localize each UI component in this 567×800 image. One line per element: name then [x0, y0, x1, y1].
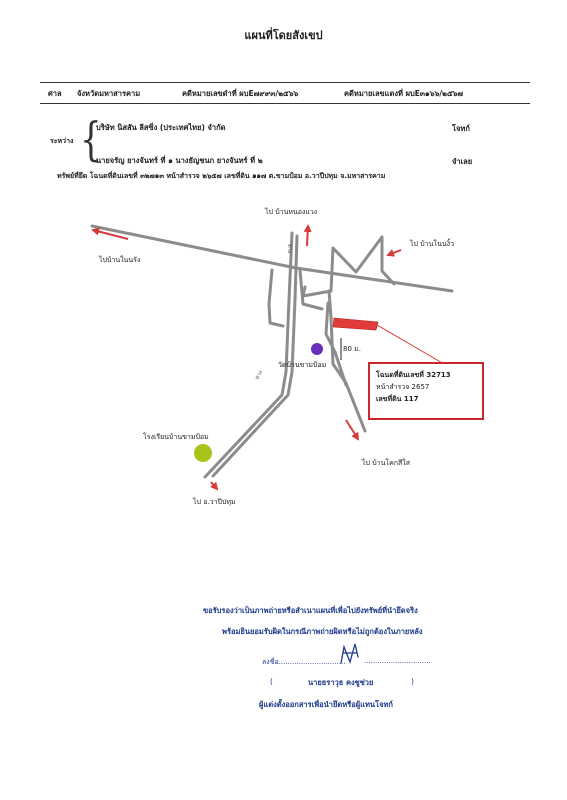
plaintiff-name: บริษัท นิสสัน ลีสซิ่ง (ประเทศไทย) จำกัด: [96, 123, 226, 132]
road-main-north-south: [205, 233, 292, 477]
brace-symbol: {: [80, 112, 102, 167]
seized-property: ทรัพย์ที่ยึด โฉนดที่ดินเลขที่ ๓๒๗๑๓ หน้าสำรวจ ๒๖๕๗ เลขที่ดิน ๑๑๗ ต.ขามป้อม อ.วาปีปทุม จ.มหาสารคาม: [57, 172, 386, 180]
school-marker: [194, 444, 212, 462]
road-east-bend: [329, 291, 365, 431]
between-label: ระหว่าง: [50, 137, 74, 145]
arrow-to-non-ngio: [388, 250, 401, 255]
land-info-box: [368, 362, 484, 420]
signer-role: ผู้แต่งตั้งออกสารเพื่อนำยึดหรือผู้แทนโจทก์: [259, 700, 393, 709]
certification-line-2: พร้อมยินยอมรับผิดในกรณีภาพถ่ายผิดหรือไม่ถูกต้องในภายหลัง: [222, 627, 423, 636]
deed-number: โฉนดที่ดินเลขที่ 32713: [376, 371, 451, 379]
survey-page: หน้าสำรวจ 2657: [376, 383, 430, 391]
defendant-name: นายจรัญ ยางจันทร์ ที่ ๑ นางธัญชนก ยางจันทร์ ที่ ๒: [96, 156, 263, 165]
label-to-nong-waeng: ไป บ้านหนองแวง: [265, 208, 318, 216]
road-northeast-loop: [303, 237, 394, 296]
road-south-label: ทาง: [254, 369, 265, 381]
signature-trail: ..............................: [364, 657, 431, 665]
school-label: โรงเรียนบ้านขามป้อม: [143, 433, 209, 441]
certification-line-1: ขอรับรองว่าเป็นภาพถ่ายหรือสำเนาแผนที่เพื่อไปยังทรัพย์ที่นำยึดจริง: [203, 606, 418, 615]
arrow-to-wapi: [211, 482, 217, 489]
close-paren: ): [411, 677, 414, 686]
temple-marker: [311, 343, 323, 355]
red-case-number: คดีหมายเลขแดงที่ ผบE๓๑๖๖/๒๕๖๗: [344, 89, 464, 98]
black-case-number: คดีหมายเลขดำที่ ผบE๗๙๙๓/๒๕๖๖: [182, 89, 299, 98]
road-north-label: ทาง: [286, 244, 292, 254]
defendant-role: จำเลย: [452, 157, 473, 166]
plot-pointer-line: [377, 325, 444, 364]
arrow-to-nong-waeng: [307, 226, 308, 246]
label-to-non-ngio: ไป บ้านโนนงิ้ว: [410, 240, 455, 248]
arrow-to-khok-si-sai: [346, 420, 358, 439]
road-east-parallel: [213, 236, 297, 476]
label-to-nai-rang: ไปบ้านในนรัง: [99, 256, 141, 264]
signer-name: นายธราวุธ คงชูช่วย: [308, 678, 374, 687]
label-to-khok-si-sai: ไป บ้านโคกสีใส: [362, 459, 410, 467]
land-number: เลขที่ดิน 117: [376, 395, 419, 403]
signature-label: ลงชื่อ..............................: [262, 658, 346, 666]
land-plot-marker: [333, 318, 378, 330]
label-to-wapi: ไป อ.วาปีปทุม: [193, 498, 236, 506]
distance-label: 80 ม.: [343, 345, 361, 353]
court-label: ศาล: [48, 89, 62, 98]
signature-scribble: [335, 641, 365, 669]
open-paren: (: [270, 677, 273, 686]
court-name: จังหวัดมหาสารคาม: [77, 89, 141, 98]
road-local-loop: [269, 270, 283, 326]
page-title: แผนที่โดยสังเขป: [244, 29, 323, 42]
temple-label: วัดบ้านขามป้อม: [278, 361, 327, 369]
plaintiff-role: โจทก์: [452, 124, 470, 133]
